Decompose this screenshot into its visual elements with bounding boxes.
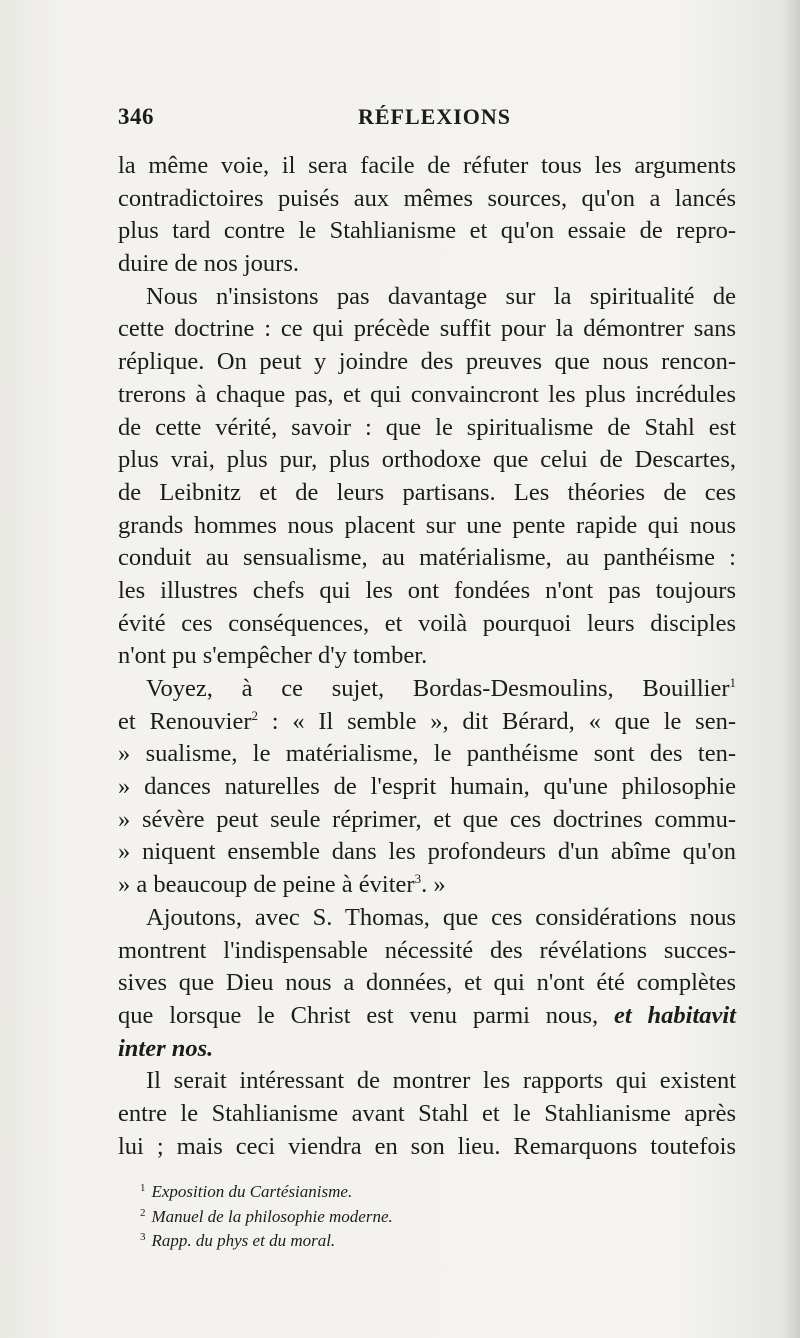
footnote-text: Manuel de la philosophie moderne.	[151, 1206, 393, 1226]
footnote-ref-2[interactable]: 2	[251, 707, 259, 723]
text-line: duire de nos jours.	[118, 250, 299, 278]
text-line: trerons à chaque pas, et qui convaincront les plus incrédules	[118, 380, 736, 408]
text-line: » dances naturelles de l'esprit humain, qu'une philosophie	[118, 773, 736, 801]
text-line: conduit au sensualisme, au matérialisme, au panthéisme :	[118, 544, 736, 572]
text-line: » sualisme, le matérialisme, le panthéisme sont des ten-	[118, 740, 736, 768]
footnote-text: Rapp. du phys et du moral.	[151, 1231, 336, 1250]
footnote-mark: 2	[140, 1206, 146, 1219]
text-line: entre le Stahlianisme avant Stahl et le Stahlianisme après	[118, 1099, 736, 1127]
text-line: contradictoires puisés aux mêmes sources, qu'on a lancés	[118, 184, 736, 212]
text-line: lui ; mais ceci viendra en son lieu. Remarquons toutefois	[118, 1132, 736, 1160]
text-line: » sévère peut seule réprimer, et que ces doctrines commu-	[118, 805, 736, 833]
text-line: Ajoutons, avec S. Thomas, que ces considérations nous	[146, 903, 736, 931]
footnotes	[140, 1178, 700, 1252]
footnote-ref-3[interactable]: 3	[414, 871, 422, 887]
text-line	[118, 673, 736, 706]
line-text: . »	[421, 871, 446, 899]
text-line: montrent l'indispensable nécessité des révélations succes-	[118, 936, 736, 964]
text-line: évité ces conséquences, et voilà pourquoi leurs disciples	[118, 609, 736, 637]
text-line: plus vrai, plus pur, plus orthodoxe que celui de Descartes,	[118, 446, 736, 474]
footnote-mark: 1	[140, 1182, 146, 1194]
text-line: les illustres chefs qui les ont fondées n'ont pas toujours	[118, 576, 736, 604]
text-line: réplique. On peut y joindre des preuves que nous rencon-	[118, 348, 736, 376]
text-line: Il serait intéressant de montrer les rapports qui existent	[146, 1067, 736, 1095]
page-edge-shadow	[782, 0, 800, 1338]
text-line	[118, 706, 736, 739]
footnote-text: Exposition du Cartésianisme.	[151, 1182, 353, 1201]
text-line	[118, 1033, 736, 1066]
line-text: : « Il semble », dit Bérard, « que le sen-	[258, 707, 736, 735]
text-line: sives que Dieu nous a données, et qui n'ont été complètes	[118, 969, 736, 997]
text-line: cette doctrine : ce qui précède suffit pour la démontrer sans	[118, 315, 736, 343]
running-title: RÉFLEXIONS	[358, 104, 512, 129]
text-line: de Leibnitz et de leurs partisans. Les théories de ces	[118, 478, 736, 506]
italic-phrase: et habitavit	[614, 1001, 736, 1029]
page-number: 346	[118, 104, 154, 129]
footnote-mark: 3	[140, 1231, 146, 1243]
line-text: Voyez, à ce sujet, Bordas-Desmoulins, Bouillier	[146, 675, 730, 702]
text-line: » niquent ensemble dans les profondeurs d'un abîme qu'on	[118, 838, 736, 866]
italic-phrase: inter nos.	[118, 1034, 214, 1062]
text-line: grands hommes nous placent sur une pente rapide qui nous	[118, 511, 736, 539]
text-line	[118, 869, 736, 902]
line-text: que lorsque le Christ est venu parmi nous,	[118, 1001, 599, 1029]
text-line: la même voie, il sera facile de réfuter tous les arguments	[118, 152, 736, 179]
footnote-2	[140, 1203, 700, 1228]
text-line: n'ont pu s'empêcher d'y tomber.	[118, 642, 428, 670]
text-line: Nous n'insistons pas davantage sur la spiritualité de	[146, 282, 736, 310]
text-line: plus tard contre le Stahlianisme et qu'on essaie de repro-	[118, 217, 736, 245]
line-text: » a beaucoup de peine à éviter	[118, 871, 415, 899]
body-text	[118, 150, 736, 1163]
text-line: de cette vérité, savoir : que le spiritualisme de Stahl est	[118, 413, 736, 441]
text-line	[118, 1000, 736, 1033]
footnote-ref-1[interactable]: 1	[729, 675, 736, 690]
footnote-3	[140, 1227, 700, 1252]
footnote-1	[140, 1178, 700, 1203]
line-text: et Renouvier	[118, 707, 252, 735]
page-header	[118, 104, 738, 138]
